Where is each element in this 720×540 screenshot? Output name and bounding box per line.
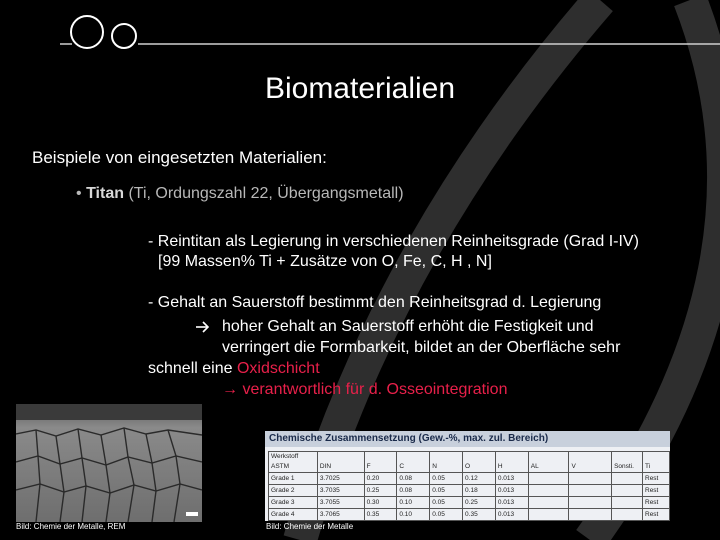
table-header-cell: DIN	[317, 452, 364, 473]
table-header-cell: F	[364, 452, 397, 473]
table-cell: Rest	[643, 473, 670, 485]
table-header-cell: C	[397, 452, 430, 473]
table-cell	[569, 497, 612, 509]
caption-right: Bild: Chemie der Metalle	[266, 522, 354, 531]
table-cell: 3.7035	[317, 485, 364, 497]
table-cell: 0.013	[495, 509, 528, 521]
table-cell: 0.05	[430, 497, 463, 509]
table-header-cell: AL	[528, 452, 569, 473]
table-cell: 0.013	[495, 485, 528, 497]
intro-text: Beispiele von eingesetzten Materialien:	[32, 148, 327, 167]
text-line-2: [99 Massen% Ti + Zusätze von O, Fe, C, H , N]	[158, 253, 492, 270]
table-cell: 0.013	[495, 497, 528, 509]
logo-circle-large	[71, 16, 103, 48]
table-cell: Grade 3	[269, 497, 318, 509]
table-cell: 0.25	[364, 485, 397, 497]
bullet-titan	[76, 185, 404, 203]
table-cell: Rest	[643, 485, 670, 497]
table-cell: 0.12	[463, 473, 496, 485]
arrow-right-icon	[196, 320, 210, 332]
table-cell: 0.08	[397, 485, 430, 497]
composition-table	[268, 451, 670, 521]
table-cell	[612, 473, 643, 485]
table-cell: 0.10	[397, 497, 430, 509]
table-row	[269, 473, 670, 485]
text-line-4: hoher Gehalt an Sauerstoff erhöht die Festigkeit und	[222, 318, 594, 335]
table-cell: Rest	[643, 509, 670, 521]
oxidschicht-highlight: Oxidschicht	[236, 360, 320, 377]
table-cell	[612, 497, 643, 509]
table-header-cell: Werkstoff ASTM	[269, 452, 318, 473]
table-cell: 0.05	[430, 485, 463, 497]
table-cell: 0.08	[397, 473, 430, 485]
table-cell: 3.7065	[317, 509, 364, 521]
table-cell: 0.05	[430, 473, 463, 485]
table-heading: Chemische Zusammensetzung (Gew.-%, max. zul. Bereich)	[265, 431, 670, 447]
table-cell: 0.35	[463, 509, 496, 521]
logo-circle-small	[112, 24, 136, 48]
table-cell: Grade 2	[269, 485, 318, 497]
table-cell: 0.013	[495, 473, 528, 485]
text-line-6-prefix: schnell eine	[148, 360, 237, 377]
table-cell	[528, 497, 569, 509]
table-cell: Grade 4	[269, 509, 318, 521]
table-row	[269, 497, 670, 509]
text-line-5: verringert die Formbarkeit, bildet an der Oberfläche sehr	[222, 339, 621, 356]
table-cell	[528, 473, 569, 485]
text-line-1: - Reintitan als Legierung in verschiedenen Reinheitsgrade (Grad I-IV)	[148, 233, 639, 250]
table-header-cell: H	[495, 452, 528, 473]
table-cell: Grade 1	[269, 473, 318, 485]
table-cell: 0.35	[364, 509, 397, 521]
slide-title: Biomaterialien	[264, 72, 456, 105]
table-cell	[528, 485, 569, 497]
table-cell: 0.10	[397, 509, 430, 521]
bullet-marker: •	[76, 185, 82, 202]
table-header-cell: V	[569, 452, 612, 473]
table-cell: 3.7025	[317, 473, 364, 485]
table-cell: 0.25	[463, 497, 496, 509]
caption-left: Bild: Chemie der Metalle, REM	[16, 522, 126, 531]
table-row	[269, 485, 670, 497]
table-header-cell: O	[463, 452, 496, 473]
bullet-rest-text: (Ti, Ordungszahl 22, Übergangsmetall)	[124, 185, 404, 202]
table-cell: 0.30	[364, 497, 397, 509]
bullet-bold-text: Titan	[86, 185, 124, 202]
rem-micrograph-image	[16, 404, 202, 522]
table-cell	[612, 509, 643, 521]
table-header-cell: Sonsti.	[612, 452, 643, 473]
table-cell: 0.18	[463, 485, 496, 497]
table-cell: Rest	[643, 497, 670, 509]
table-cell	[569, 485, 612, 497]
table-row	[269, 509, 670, 521]
table-cell: 0.20	[364, 473, 397, 485]
text-line-3: - Gehalt an Sauerstoff bestimmt den Reinheitsgrad d. Legierung	[148, 294, 602, 311]
table-cell: 3.7055	[317, 497, 364, 509]
table-cell	[569, 473, 612, 485]
table-header-cell: N	[430, 452, 463, 473]
text-line-6	[148, 360, 320, 378]
table-cell	[528, 509, 569, 521]
table-header-cell: Ti	[643, 452, 670, 473]
text-line-7: → verantwortlich für d. Osseointegration	[222, 381, 508, 398]
table-cell: 0.05	[430, 509, 463, 521]
table-cell	[612, 485, 643, 497]
composition-table-image	[265, 431, 670, 521]
table-cell	[569, 509, 612, 521]
